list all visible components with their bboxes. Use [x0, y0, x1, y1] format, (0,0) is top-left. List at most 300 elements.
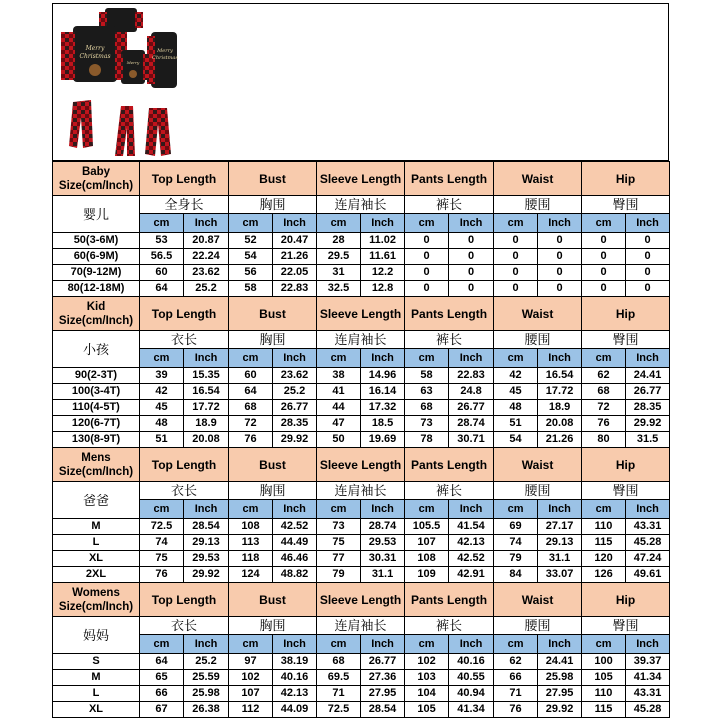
value-cell: 66: [494, 670, 538, 686]
unit-cell: cm: [317, 635, 361, 654]
value-cell: 28.35: [273, 416, 317, 432]
value-cell: 17.72: [538, 384, 582, 400]
value-cell: 104: [405, 686, 449, 702]
value-cell: 73: [317, 519, 361, 535]
value-cell: 62: [582, 368, 626, 384]
value-cell: 32.5: [317, 281, 361, 297]
value-cell: 26.77: [273, 400, 317, 416]
value-cell: 84: [494, 567, 538, 583]
unit-cell: cm: [405, 500, 449, 519]
value-cell: 56.5: [140, 249, 184, 265]
value-cell: 17.32: [361, 400, 405, 416]
measure-header: Bust: [229, 583, 317, 617]
value-cell: 40.94: [449, 686, 494, 702]
size-cell: 120(6-7T): [53, 416, 140, 432]
value-cell: 21.26: [273, 249, 317, 265]
measure-chinese-header: 胸围: [229, 331, 317, 349]
measure-header: Hip: [582, 448, 670, 482]
value-cell: 40.16: [273, 670, 317, 686]
size-cell: 60(6-9M): [53, 249, 140, 265]
svg-text:Christmas: Christmas: [152, 55, 178, 61]
value-cell: 75: [317, 535, 361, 551]
unit-cell: Inch: [361, 635, 405, 654]
value-cell: 21.26: [538, 432, 582, 448]
measure-header: Hip: [582, 297, 670, 331]
unit-cell: cm: [229, 500, 273, 519]
value-cell: 47.24: [626, 551, 670, 567]
unit-cell: Inch: [449, 349, 494, 368]
value-cell: 33.07: [538, 567, 582, 583]
size-cell: 2XL: [53, 567, 140, 583]
value-cell: 29.92: [626, 416, 670, 432]
value-cell: 23.62: [184, 265, 229, 281]
value-cell: 45: [140, 400, 184, 416]
value-cell: 107: [405, 535, 449, 551]
value-cell: 25.98: [184, 686, 229, 702]
value-cell: 0: [626, 265, 670, 281]
unit-cell: Inch: [361, 349, 405, 368]
unit-cell: cm: [582, 214, 626, 233]
value-cell: 48.82: [273, 567, 317, 583]
value-cell: 71: [494, 686, 538, 702]
value-cell: 58: [229, 281, 273, 297]
unit-cell: cm: [405, 214, 449, 233]
value-cell: 100: [582, 654, 626, 670]
value-cell: 77: [317, 551, 361, 567]
unit-cell: cm: [494, 500, 538, 519]
value-cell: 27.95: [361, 686, 405, 702]
value-cell: 39.37: [626, 654, 670, 670]
table-row: [53, 368, 670, 384]
value-cell: 54: [229, 249, 273, 265]
measure-chinese-header: 裤长: [405, 617, 494, 635]
measure-header: Waist: [494, 162, 582, 196]
unit-cell: cm: [229, 635, 273, 654]
value-cell: 0: [538, 233, 582, 249]
value-cell: 108: [405, 551, 449, 567]
measure-header: Waist: [494, 448, 582, 482]
measure-header: Hip: [582, 583, 670, 617]
value-cell: 0: [494, 265, 538, 281]
value-cell: 51: [494, 416, 538, 432]
chinese-header-row: [53, 617, 670, 635]
value-cell: 60: [229, 368, 273, 384]
unit-cell: Inch: [538, 214, 582, 233]
measure-header: Pants Length: [405, 583, 494, 617]
measure-chinese-header: 腰围: [494, 482, 582, 500]
measure-chinese-header: 腰围: [494, 617, 582, 635]
value-cell: 0: [405, 249, 449, 265]
value-cell: 24.41: [626, 368, 670, 384]
value-cell: 41: [317, 384, 361, 400]
value-cell: 68: [582, 384, 626, 400]
unit-cell: Inch: [626, 214, 670, 233]
value-cell: 0: [538, 265, 582, 281]
value-cell: 58: [405, 368, 449, 384]
measure-header: Sleeve Length: [317, 448, 405, 482]
measure-chinese-header: 胸围: [229, 617, 317, 635]
value-cell: 43.31: [626, 519, 670, 535]
svg-text:Merry: Merry: [85, 45, 105, 52]
value-cell: 26.77: [361, 654, 405, 670]
unit-cell: cm: [582, 500, 626, 519]
value-cell: 79: [494, 551, 538, 567]
unit-row: [53, 500, 670, 519]
unit-cell: Inch: [538, 635, 582, 654]
value-cell: 0: [538, 281, 582, 297]
unit-cell: Inch: [273, 500, 317, 519]
value-cell: 16.54: [538, 368, 582, 384]
value-cell: 66: [140, 686, 184, 702]
value-cell: 29.13: [538, 535, 582, 551]
value-cell: 28.74: [449, 416, 494, 432]
unit-cell: Inch: [626, 635, 670, 654]
size-cell: 70(9-12M): [53, 265, 140, 281]
value-cell: 113: [229, 535, 273, 551]
value-cell: 29.13: [184, 535, 229, 551]
unit-cell: Inch: [184, 214, 229, 233]
value-cell: 40.55: [449, 670, 494, 686]
table-row: [53, 702, 670, 718]
value-cell: 109: [405, 567, 449, 583]
value-cell: 65: [140, 670, 184, 686]
value-cell: 0: [405, 281, 449, 297]
measure-header: Top Length: [140, 297, 229, 331]
chinese-header-row: [53, 331, 670, 349]
measure-chinese-header: 裤长: [405, 482, 494, 500]
chinese-header-row: [53, 196, 670, 214]
value-cell: 105: [405, 702, 449, 718]
unit-cell: Inch: [273, 635, 317, 654]
value-cell: 12.8: [361, 281, 405, 297]
value-cell: 22.83: [273, 281, 317, 297]
size-cell: XL: [53, 702, 140, 718]
family-pajamas-illustration: [57, 6, 179, 158]
value-cell: 15.35: [184, 368, 229, 384]
measure-chinese-header: 裤长: [405, 331, 494, 349]
value-cell: 25.59: [184, 670, 229, 686]
value-cell: 74: [140, 535, 184, 551]
size-cell: XL: [53, 551, 140, 567]
table-row: [53, 233, 670, 249]
value-cell: 28.54: [184, 519, 229, 535]
measure-header: Top Length: [140, 162, 229, 196]
table-row: [53, 281, 670, 297]
measure-header: Top Length: [140, 583, 229, 617]
value-cell: 69.5: [317, 670, 361, 686]
value-cell: 56: [229, 265, 273, 281]
value-cell: 52: [229, 233, 273, 249]
value-cell: 45.28: [626, 535, 670, 551]
unit-cell: Inch: [184, 500, 229, 519]
value-cell: 115: [582, 535, 626, 551]
unit-cell: cm: [582, 635, 626, 654]
unit-cell: cm: [317, 500, 361, 519]
product-image-panel: [52, 3, 669, 161]
value-cell: 20.47: [273, 233, 317, 249]
unit-cell: cm: [317, 214, 361, 233]
value-cell: 42: [494, 368, 538, 384]
dad-shirt: [147, 32, 178, 88]
value-cell: 126: [582, 567, 626, 583]
measure-chinese-header: 连肩袖长: [317, 617, 405, 635]
value-cell: 20.08: [538, 416, 582, 432]
table-row: [53, 535, 670, 551]
size-cell: 110(4-5T): [53, 400, 140, 416]
value-cell: 79: [317, 567, 361, 583]
measure-chinese-header: 全身长: [140, 196, 229, 214]
value-cell: 25.2: [184, 654, 229, 670]
value-cell: 45: [494, 384, 538, 400]
measure-chinese-header: 臀围: [582, 331, 670, 349]
value-cell: 102: [229, 670, 273, 686]
value-cell: 0: [449, 249, 494, 265]
svg-text:Merry: Merry: [157, 48, 173, 54]
value-cell: 72: [582, 400, 626, 416]
value-cell: 62: [494, 654, 538, 670]
value-cell: 19.69: [361, 432, 405, 448]
value-cell: 22.83: [449, 368, 494, 384]
value-cell: 64: [229, 384, 273, 400]
value-cell: 23.62: [273, 368, 317, 384]
unit-cell: Inch: [449, 500, 494, 519]
value-cell: 48: [140, 416, 184, 432]
value-cell: 72: [229, 416, 273, 432]
size-cell: M: [53, 519, 140, 535]
value-cell: 31: [317, 265, 361, 281]
value-cell: 27.95: [538, 686, 582, 702]
value-cell: 11.02: [361, 233, 405, 249]
value-cell: 120: [582, 551, 626, 567]
value-cell: 44.09: [273, 702, 317, 718]
value-cell: 72.5: [140, 519, 184, 535]
value-cell: 50: [317, 432, 361, 448]
value-cell: 42.52: [273, 519, 317, 535]
unit-cell: Inch: [449, 214, 494, 233]
measure-chinese-header: 衣长: [140, 482, 229, 500]
value-cell: 105.5: [405, 519, 449, 535]
measure-chinese-header: 臀围: [582, 482, 670, 500]
measure-chinese-header: 连肩袖长: [317, 196, 405, 214]
value-cell: 44: [317, 400, 361, 416]
measure-chinese-header: 连肩袖长: [317, 482, 405, 500]
value-cell: 16.54: [184, 384, 229, 400]
value-cell: 112: [229, 702, 273, 718]
unit-cell: Inch: [626, 500, 670, 519]
measure-chinese-header: 臀围: [582, 196, 670, 214]
unit-row: [53, 214, 670, 233]
section-label: Baby Size(cm/Inch): [53, 162, 140, 196]
value-cell: 46.46: [273, 551, 317, 567]
section-header-row: [53, 583, 670, 617]
value-cell: 64: [140, 281, 184, 297]
size-chart-table: [52, 161, 670, 718]
section-header-row: [53, 162, 670, 196]
measure-header: Waist: [494, 297, 582, 331]
value-cell: 0: [626, 281, 670, 297]
value-cell: 16.14: [361, 384, 405, 400]
value-cell: 76: [229, 432, 273, 448]
unit-cell: cm: [140, 500, 184, 519]
measure-chinese-header: 衣长: [140, 617, 229, 635]
measure-chinese-header: 腰围: [494, 331, 582, 349]
value-cell: 29.92: [184, 567, 229, 583]
value-cell: 26.38: [184, 702, 229, 718]
measure-header: Pants Length: [405, 297, 494, 331]
unit-cell: Inch: [449, 635, 494, 654]
value-cell: 38.19: [273, 654, 317, 670]
value-cell: 27.17: [538, 519, 582, 535]
size-cell: 50(3-6M): [53, 233, 140, 249]
measure-header: Bust: [229, 297, 317, 331]
section-header-row: [53, 448, 670, 482]
unit-cell: Inch: [361, 500, 405, 519]
value-cell: 76: [582, 416, 626, 432]
value-cell: 64: [140, 654, 184, 670]
size-cell: 90(2-3T): [53, 368, 140, 384]
measure-chinese-header: 胸围: [229, 482, 317, 500]
value-cell: 25.98: [538, 670, 582, 686]
value-cell: 30.71: [449, 432, 494, 448]
table-row: [53, 400, 670, 416]
section-chinese-label: 婴儿: [53, 196, 140, 233]
value-cell: 41.34: [626, 670, 670, 686]
value-cell: 17.72: [184, 400, 229, 416]
value-cell: 67: [140, 702, 184, 718]
value-cell: 0: [449, 281, 494, 297]
value-cell: 28: [317, 233, 361, 249]
value-cell: 78: [405, 432, 449, 448]
value-cell: 39: [140, 368, 184, 384]
value-cell: 14.96: [361, 368, 405, 384]
table-row: [53, 686, 670, 702]
value-cell: 0: [538, 249, 582, 265]
value-cell: 40.16: [449, 654, 494, 670]
value-cell: 74: [494, 535, 538, 551]
value-cell: 42.13: [273, 686, 317, 702]
size-cell: 100(3-4T): [53, 384, 140, 400]
value-cell: 49.61: [626, 567, 670, 583]
value-cell: 18.5: [361, 416, 405, 432]
value-cell: 31.1: [361, 567, 405, 583]
table-row: [53, 567, 670, 583]
value-cell: 11.61: [361, 249, 405, 265]
table-row: [53, 519, 670, 535]
value-cell: 0: [449, 233, 494, 249]
size-cell: 130(8-9T): [53, 432, 140, 448]
value-cell: 29.92: [538, 702, 582, 718]
unit-cell: Inch: [273, 349, 317, 368]
value-cell: 76: [494, 702, 538, 718]
measure-header: Top Length: [140, 448, 229, 482]
value-cell: 0: [626, 233, 670, 249]
value-cell: 68: [229, 400, 273, 416]
value-cell: 0: [449, 265, 494, 281]
unit-cell: cm: [229, 214, 273, 233]
unit-cell: cm: [140, 214, 184, 233]
value-cell: 63: [405, 384, 449, 400]
value-cell: 41.54: [449, 519, 494, 535]
value-cell: 26.77: [626, 384, 670, 400]
table-row: [53, 551, 670, 567]
unit-cell: cm: [229, 349, 273, 368]
measure-chinese-header: 连肩袖长: [317, 331, 405, 349]
unit-cell: cm: [582, 349, 626, 368]
section-chinese-label: 小孩: [53, 331, 140, 368]
section-label: Kid Size(cm/Inch): [53, 297, 140, 331]
value-cell: 43.31: [626, 686, 670, 702]
value-cell: 0: [405, 265, 449, 281]
value-cell: 110: [582, 686, 626, 702]
measure-header: Waist: [494, 583, 582, 617]
value-cell: 42.13: [449, 535, 494, 551]
value-cell: 108: [229, 519, 273, 535]
value-cell: 22.05: [273, 265, 317, 281]
unit-cell: cm: [494, 214, 538, 233]
value-cell: 102: [405, 654, 449, 670]
chinese-header-row: [53, 482, 670, 500]
value-cell: 20.08: [184, 432, 229, 448]
measure-header: Pants Length: [405, 162, 494, 196]
value-cell: 28.35: [626, 400, 670, 416]
plaid-pants: [69, 100, 171, 156]
section-label: Mens Size(cm/Inch): [53, 448, 140, 482]
value-cell: 0: [582, 249, 626, 265]
unit-cell: Inch: [184, 635, 229, 654]
unit-cell: Inch: [626, 349, 670, 368]
section-label: Womens Size(cm/Inch): [53, 583, 140, 617]
value-cell: 0: [494, 281, 538, 297]
value-cell: 60: [140, 265, 184, 281]
value-cell: 25.2: [184, 281, 229, 297]
unit-cell: cm: [405, 349, 449, 368]
value-cell: 18.9: [184, 416, 229, 432]
table-row: [53, 670, 670, 686]
value-cell: 29.5: [317, 249, 361, 265]
svg-text:Christmas: Christmas: [79, 53, 111, 60]
value-cell: 107: [229, 686, 273, 702]
section-chinese-label: 爸爸: [53, 482, 140, 519]
value-cell: 18.9: [538, 400, 582, 416]
measure-header: Sleeve Length: [317, 297, 405, 331]
value-cell: 110: [582, 519, 626, 535]
value-cell: 0: [582, 265, 626, 281]
value-cell: 103: [405, 670, 449, 686]
measure-header: Pants Length: [405, 448, 494, 482]
value-cell: 28.54: [361, 702, 405, 718]
unit-cell: cm: [405, 635, 449, 654]
unit-cell: cm: [494, 635, 538, 654]
value-cell: 44.49: [273, 535, 317, 551]
unit-cell: cm: [494, 349, 538, 368]
measure-header: Bust: [229, 162, 317, 196]
measure-header: Hip: [582, 162, 670, 196]
size-cell: 80(12-18M): [53, 281, 140, 297]
value-cell: 80: [582, 432, 626, 448]
unit-cell: Inch: [361, 214, 405, 233]
measure-header: Sleeve Length: [317, 162, 405, 196]
table-row: [53, 384, 670, 400]
value-cell: 0: [494, 233, 538, 249]
value-cell: 12.2: [361, 265, 405, 281]
value-cell: 0: [582, 281, 626, 297]
section-chinese-label: 妈妈: [53, 617, 140, 654]
value-cell: 31.1: [538, 551, 582, 567]
measure-header: Sleeve Length: [317, 583, 405, 617]
unit-row: [53, 635, 670, 654]
value-cell: 42: [140, 384, 184, 400]
value-cell: 124: [229, 567, 273, 583]
